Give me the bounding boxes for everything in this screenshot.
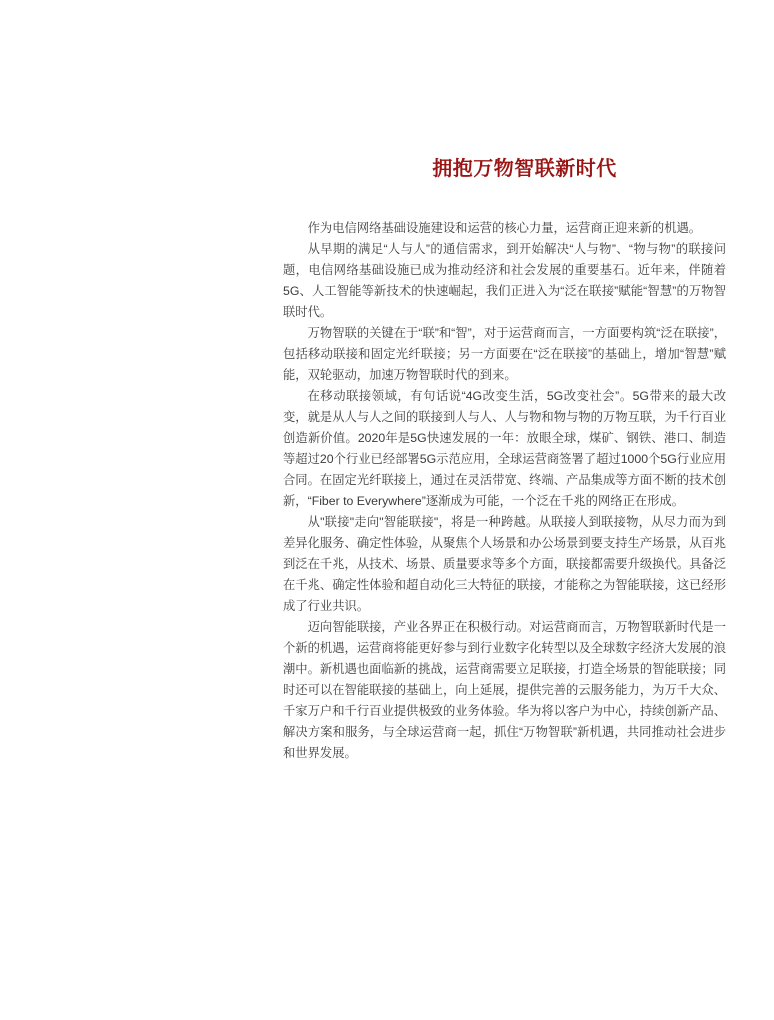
paragraph-conclusion: 迈向智能联接，产业各界正在积极行动。对运营商而言，万物智联新时代是一个新的机遇，运营商将能更好参与到行业数字化转型以及全球数字经济大发展的浪潮中。新机遇也面临新的挑战，运营商需要立足联接，打造全场景的智能联接；同时还可以在智能联接的基础上，向上延展，提供完善的云服务能力，为万千大众、千家万户和千行百业提供极致的业务体验。华为将以客户为中心，持续创新产品、解决方案和服务，与全球运营商一起，抓住“万物智联”新机遇，共同推动社会进步和世界发展。: [283, 620, 726, 760]
paragraph-connection-foundation: 从早期的满足“人与人”的通信需求，到开始解决“人与物”、“物与物”的联接问题，电信网络基础设施已成为推动经济和社会发展的重要基石。近年来，伴随着5G、人工智能等新技术的快速崛起，我们正进入为“泛在联接”赋能“智慧”的万物智联时代。: [283, 242, 726, 319]
paragraph-5g-and-fiber: 在移动联接领域，有句话说“4G改变生活，5G改变社会”。5G带来的最大改变，就是从人与人之间的联接到人与人、人与物和物与物的万物互联，为千行百业创造新价值。2020年是5G快速发展的一年：放眼全球，煤矿、钢铁、港口、制造等超过20个行业已经部署5G示范应用，全球运营商签署了超过1000个5G行业应用合同。在固定光纤联接上，通过在灵活带宽、终端、产品集成等方面不断的技术创新，“Fiber to Everywhere”逐渐成为可能，一个泛在千兆的网络正在形成。: [283, 389, 726, 508]
paragraph-lian-and-zhi: 万物智联的关键在于“联”和“智”，对于运营商而言，一方面要构筑“泛在联接”，包括移动联接和固定光纤联接；另一方面要在“泛在联接”的基础上，增加“智慧”赋能，双轮驱动，加速万物智联时代的到来。: [283, 326, 726, 382]
paragraph-intelligent-connectivity: 从"联接"走向"智能联接"，将是一种跨越。从联接人到联接物，从尽力而为到差异化服务、确定性体验，从聚焦个人场景和办公场景到要支持生产场景，从百兆到泛在千兆，从技术、场景、质量要求等多个方面，联接都需要升级换代。具备泛在千兆、确定性体验和超自动化三大特征的联接，才能称之为智能联接，这已经形成了行业共识。: [283, 515, 726, 613]
page-title: 拥抱万物智联新时代: [432, 158, 617, 180]
article-content: [283, 156, 726, 764]
article-body: [283, 218, 726, 764]
paragraph-intro: 作为电信网络基础设施建设和运营的核心力量，运营商正迎来新的机遇。: [307, 221, 702, 235]
